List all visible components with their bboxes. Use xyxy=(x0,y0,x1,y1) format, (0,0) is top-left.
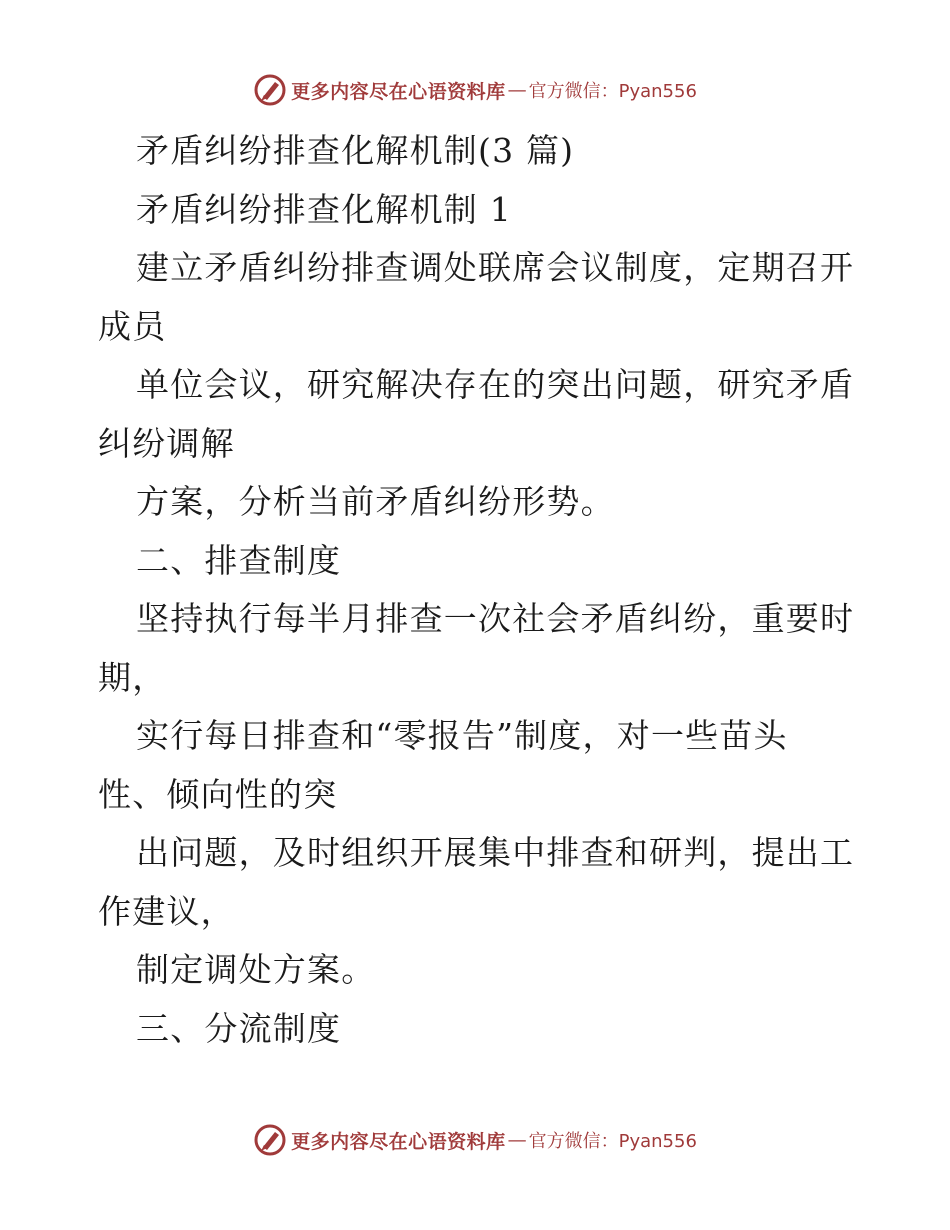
document-body xyxy=(98,122,858,1058)
watermark-contact-text: 官方微信：Pyan556 xyxy=(528,81,697,102)
paragraph-line: 出问题，及时组织开展集中排查和研判，提出工 xyxy=(136,833,855,872)
paragraph-line: 建立矛盾纠纷排查调处联席会议制度，定期召开 xyxy=(136,248,855,287)
watermark-separator: — xyxy=(507,1129,527,1151)
paragraph-line: 方案，分析当前矛盾纠纷形势。 xyxy=(136,482,615,521)
paragraph-line: 成员 xyxy=(98,306,167,346)
document-title: 矛盾纠纷排查化解机制(3 篇) xyxy=(136,131,575,170)
pen-circle-logo-icon xyxy=(253,1123,287,1157)
watermark-site-text: 更多内容尽在心语资料库 xyxy=(291,1130,506,1153)
watermark-site-text: 更多内容尽在心语资料库 xyxy=(291,80,506,103)
paragraph-line: 单位会议，研究解决存在的突出问题，研究矛盾 xyxy=(136,365,855,404)
header-watermark xyxy=(0,72,950,108)
paragraph-line: 实行每日排查和“零报告”制度，对一些苗头 xyxy=(136,716,788,755)
section-heading: 三、分流制度 xyxy=(136,1008,342,1048)
pen-circle-logo-icon xyxy=(253,73,287,107)
watermark-separator: — xyxy=(507,79,527,101)
paragraph-line: 坚持执行每半月排查一次社会矛盾纠纷，重要时 xyxy=(136,599,855,638)
paragraph-line: 纠纷调解 xyxy=(98,423,235,463)
paragraph-line: 性、倾向性的突 xyxy=(98,774,338,814)
paragraph-line: 作建议， xyxy=(98,891,235,931)
paragraph-line: 期， xyxy=(98,657,167,697)
watermark-contact-text: 官方微信：Pyan556 xyxy=(528,1131,697,1152)
section-heading: 二、排查制度 xyxy=(136,540,342,580)
section-heading: 矛盾纠纷排查化解机制 1 xyxy=(136,189,512,229)
footer-watermark xyxy=(0,1122,950,1158)
paragraph-line: 制定调处方案。 xyxy=(136,950,376,989)
